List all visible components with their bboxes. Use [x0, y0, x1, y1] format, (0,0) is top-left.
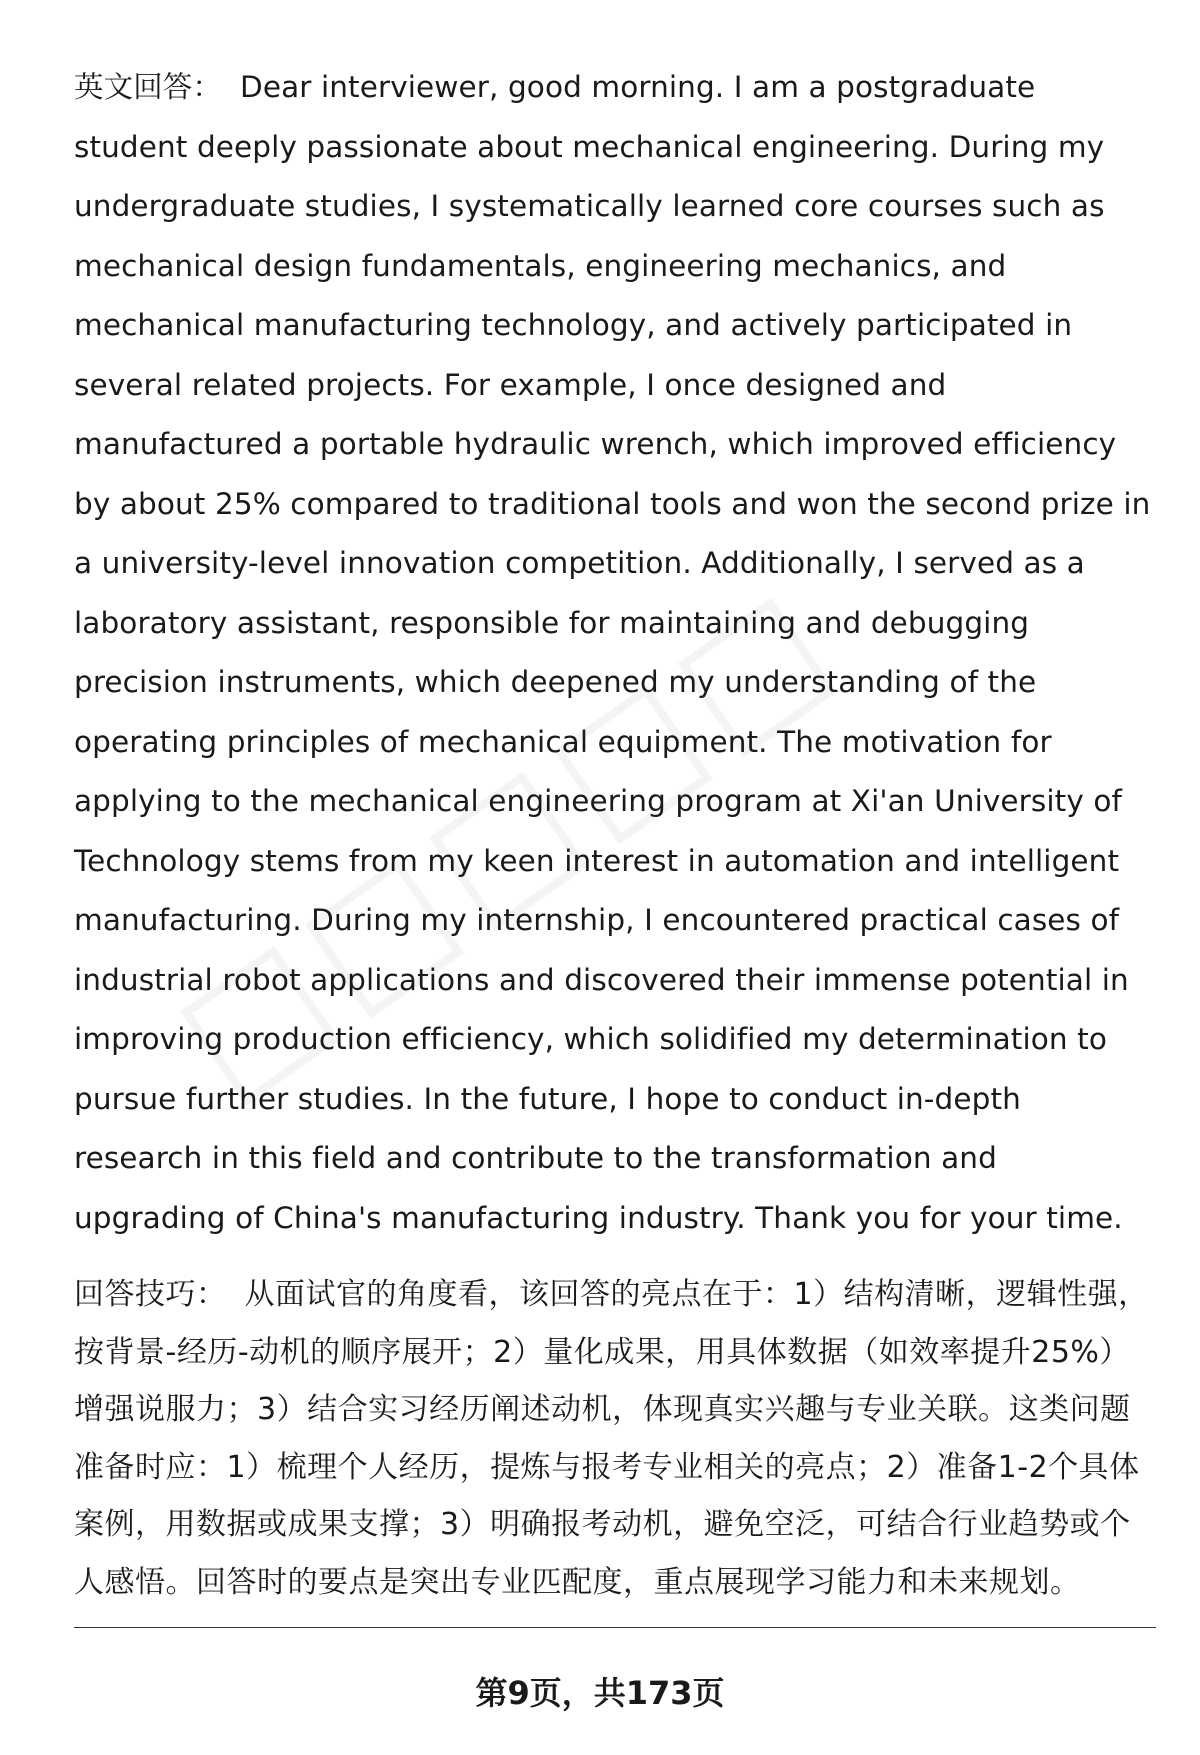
- english-answer-text: Dear interviewer, good morning. I am a postgraduate student deeply passionate about mechanical engineering. During my undergraduate studies, I systematically learned core courses such as mechanical design fundamentals, engineering mechanics, and mechanical manufacturing technology, and actively participated in several related projects. For example, I once designed and manufactured a portable hydraulic wrench, which improved efficiency by about 25% compared to traditional tools and won the second prize in a university-level innovation competition. Additionally, I served as a laboratory assistant, responsible for maintaining and debugging precision instruments, which deepened my understanding of the operating principles of mechanical equipment. The motivation for applying to the mechanical engineering program at Xi'an University of Technology stems from my keen interest in automation and intelligent manufacturing. During my internship, I encountered practical cases of industrial robot applications and discovered their immense potential in improving production efficiency, which solidified my determination to pursue further studies. In the future, I hope to conduct in-depth research in this field and contribute to the transformation and upgrading of China's manufacturing industry. Thank you for your time.: [74, 70, 1151, 1235]
- english-answer-paragraph: [74, 58, 1154, 1248]
- answer-tips-text: 从面试官的角度看，该回答的亮点在于：1）结构清晰，逻辑性强，按背景-经历-动机的顺序展开；2）量化成果，用具体数据（如效率提升25%）增强说服力；3）结合实习经历阐述动机，体现真实兴趣与专业关联。这类问题准备时应：1）梳理个人经历，提炼与报考专业相关的亮点；2）准备1-2个具体案例，用数据或成果支撑；3）明确报考动机，避免空泛，可结合行业趋势或个人感悟。回答时的要点是突出专业匹配度，重点展现学习能力和未来规划。: [74, 1277, 1149, 1600]
- page-content: [74, 58, 1154, 1611]
- answer-tips-label: 回答技巧：: [74, 1277, 227, 1312]
- page-number: 第9页，共173页: [475, 1674, 725, 1712]
- answer-tips-paragraph: [74, 1266, 1154, 1611]
- english-answer-label: 英文回答：: [74, 70, 223, 104]
- footer-divider: [74, 1627, 1156, 1628]
